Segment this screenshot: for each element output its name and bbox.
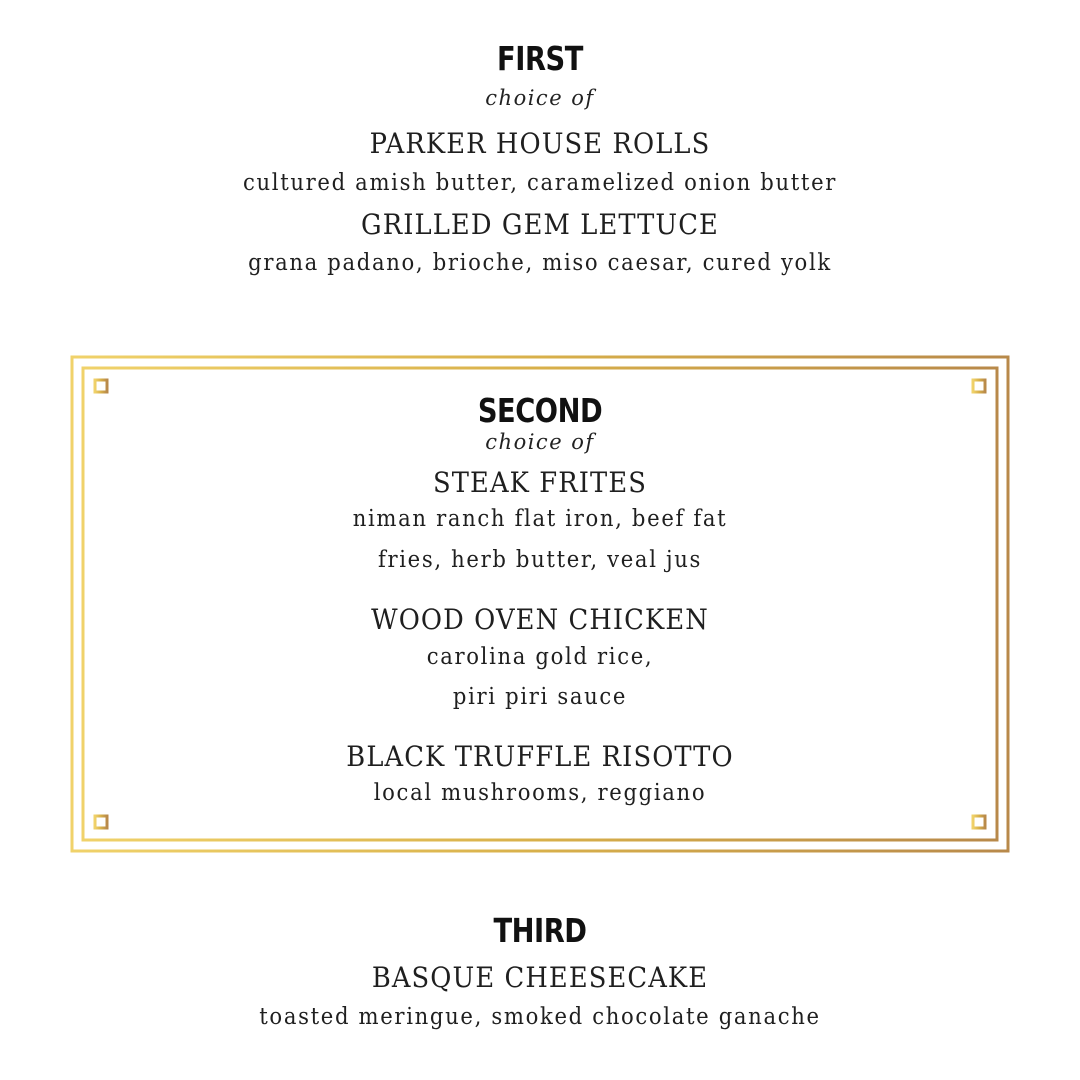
dish-name-grilled-gem-lettuce: GRILLED GEM LETTUCE bbox=[361, 208, 719, 241]
dish-name-black-truffle-risotto: BLACK TRUFFLE RISOTTO bbox=[346, 740, 734, 773]
dish-description-steak-frites-line-1: niman ranch flat iron, beef fat bbox=[352, 506, 728, 532]
dish-name-wood-oven-chicken: WOOD OVEN CHICKEN bbox=[371, 603, 709, 636]
frame-corner-ornament-top-right bbox=[973, 357, 1008, 392]
dish-description-basque-cheesecake: toasted meringue, smoked chocolate ganache bbox=[259, 1004, 821, 1030]
dish-name-basque-cheesecake: BASQUE CHEESECAKE bbox=[371, 961, 709, 994]
dish-description-steak-frites-line-2: fries, herb butter, veal jus bbox=[377, 547, 703, 573]
second-course-subtitle: choice of bbox=[485, 430, 595, 454]
dish-description-parker-house-rolls: cultured amish butter, caramelized onion butter bbox=[242, 170, 838, 196]
dish-description-grilled-gem-lettuce: grana padano, brioche, miso caesar, cured yolk bbox=[248, 250, 832, 276]
dish-description-black-truffle-risotto: local mushrooms, reggiano bbox=[373, 780, 707, 806]
first-course-title: FIRST bbox=[497, 39, 583, 78]
frame-corner-ornament-bottom-left bbox=[72, 816, 107, 851]
first-course-subtitle: choice of bbox=[485, 86, 595, 110]
second-course-title: SECOND bbox=[477, 391, 603, 430]
dish-description-wood-oven-chicken-line-2: piri piri sauce bbox=[452, 684, 628, 710]
frame-corner-ornament-bottom-right bbox=[973, 816, 1008, 851]
frame-corner-ornament-top-left bbox=[72, 357, 107, 392]
dish-name-steak-frites: STEAK FRITES bbox=[432, 466, 647, 499]
dish-description-wood-oven-chicken-line-1: carolina gold rice, bbox=[426, 644, 654, 670]
third-course-title: THIRD bbox=[493, 911, 587, 950]
dish-name-parker-house-rolls: PARKER HOUSE ROLLS bbox=[369, 127, 711, 160]
